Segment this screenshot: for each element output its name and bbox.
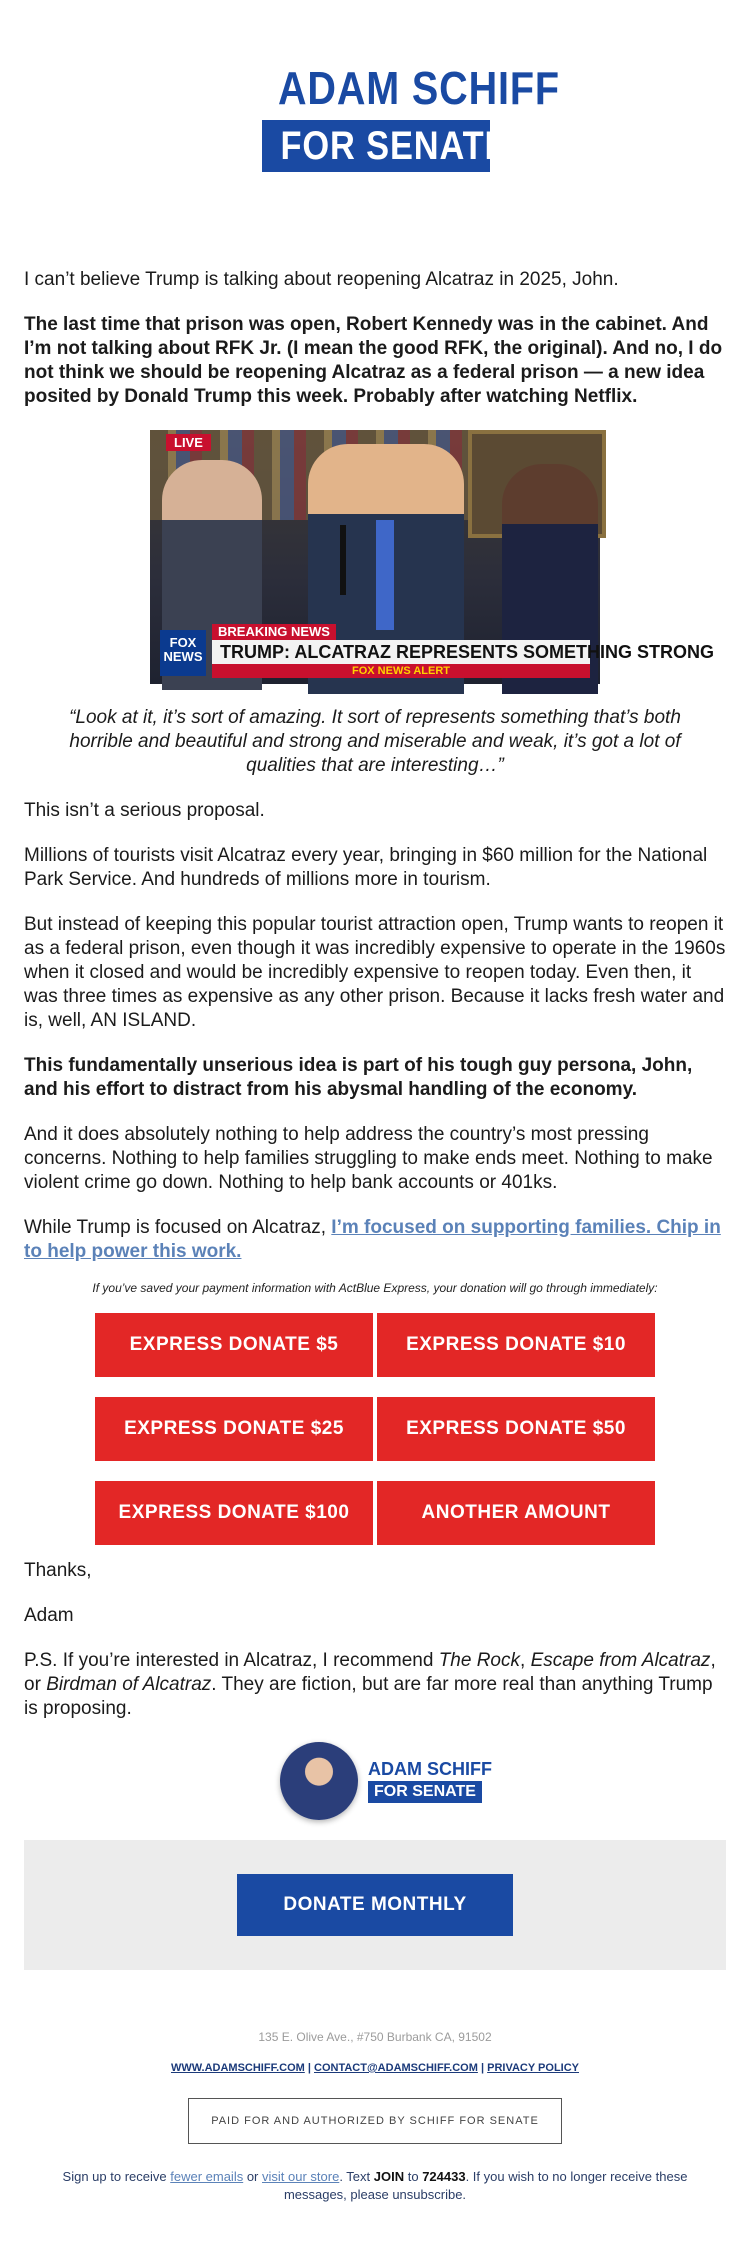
fox-news-logo: FOX NEWS (160, 630, 206, 676)
breaking-news-label: BREAKING NEWS (212, 624, 336, 640)
footer (0, 2030, 750, 2204)
chip-in-link[interactable]: I’m focused on supporting families. Chip in to help power this work. (24, 1217, 721, 1262)
express-donate-10-button[interactable]: EXPRESS DONATE $10 (377, 1313, 655, 1377)
news-chyron (160, 624, 714, 678)
small-campaign-logo (368, 1759, 492, 1803)
live-badge: LIVE (166, 434, 211, 451)
logo-subtitle: FOR SENATE (280, 124, 509, 168)
express-donate-5-button[interactable]: EXPRESS DONATE $5 (95, 1313, 373, 1377)
another-amount-button[interactable]: ANOTHER AMOUNT (377, 1481, 655, 1545)
chyron-headline: TRUMP: ALCATRAZ REPRESENTS SOMETHING STRONG (212, 640, 590, 664)
website-link[interactable]: WWW.ADAMSCHIFF.COM (170, 2062, 305, 2074)
fox-news-alert: FOX NEWS ALERT (212, 664, 590, 678)
donate-button-grid (95, 1313, 655, 1545)
signature-name: Adam (24, 1605, 74, 1626)
small-logo-subtitle: FOR SENATE (368, 1781, 482, 1803)
logo-name: ADAM SCHIFF (277, 62, 560, 114)
thanks-text: Thanks, (24, 1560, 92, 1581)
express-donate-100-button[interactable]: EXPRESS DONATE $100 (95, 1481, 373, 1545)
footer-address: 135 E. Olive Ave., #750 Burbank CA, 91502 (258, 2030, 492, 2044)
small-logo-name: ADAM SCHIFF (368, 1759, 492, 1779)
ps-paragraph: P.S. If you’re interested in Alcatraz, I recommend The Rock, Escape from Alcatraz, or Birdman of Alcatraz. They are fiction, but are far more real than anything Trump is proposing. (24, 1650, 716, 1719)
donate-monthly-button[interactable]: DONATE MONTHLY (237, 1874, 513, 1936)
fewer-emails-link[interactable]: fewer emails (170, 2169, 244, 2184)
paid-for-box: PAID FOR AND AUTHORIZED BY SCHIFF FOR SENATE (188, 2098, 562, 2144)
trump-quote: “Look at it, it’s sort of amazing. It sort of represents something that’s both horrible and beautiful and strong and miserable and weak, it’s got a lot of qualities that are interesting…” (69, 707, 681, 776)
microphone (340, 525, 346, 595)
signup-text: Sign up to receive fewer emails or visit our store. Text JOIN to 724433. If you wish to no longer receive these messages, please unsubscribe. (62, 2169, 688, 2202)
actblue-disclaimer: If you’ve saved your payment information with ActBlue Express, your donation will go through immediately: (92, 1281, 658, 1295)
unserious-paragraph: This fundamentally unserious idea is part of his tough guy persona, John, and his effort to distract from his abysmal handling of the economy. (24, 1055, 693, 1100)
logo-subtitle-box (262, 120, 509, 172)
instead-paragraph: But instead of keeping this popular tourist attraction open, Trump wants to reopen it as a federal prison, even though it was incredibly expensive to operate in the 1960s when it closed and would be incredibly expensive to reopen today. Even then, it was three times as expensive as any other prison. Because it lacks fresh water and is, well, AN ISLAND. (24, 914, 726, 1031)
express-donate-25-button[interactable]: EXPRESS DONATE $25 (95, 1397, 373, 1461)
privacy-policy-link[interactable]: PRIVACY POLICY (487, 2062, 579, 2074)
contact-email-link[interactable]: CONTACT@ADAMSCHIFF.COM (314, 2062, 478, 2074)
while-paragraph: While Trump is focused on Alcatraz, I’m focused on supporting families. Chip in to help power this work. (24, 1217, 721, 1262)
header-logo (262, 62, 560, 172)
intro-paragraph: I can’t believe Trump is talking about reopening Alcatraz in 2025, John. (24, 269, 619, 290)
nothing-paragraph: And it does absolutely nothing to help address the country’s most pressing concerns. Nothing to help families struggling to make ends meet. Nothing to make violent crime go down. Nothing to help bank accounts or 401ks. (24, 1124, 713, 1193)
serious-paragraph: This isn’t a serious proposal. (24, 800, 265, 821)
tourists-paragraph: Millions of tourists visit Alcatraz every year, bringing in $60 million for the National Park Service. And hundreds of millions more in tourism. (24, 845, 708, 890)
visit-store-link[interactable]: visit our store (262, 2169, 340, 2184)
avatar (280, 1742, 358, 1820)
monthly-donate-panel (24, 1840, 726, 1970)
bold-intro-paragraph: The last time that prison was open, Robert Kennedy was in the cabinet. And I’m not talking about RFK Jr. (I mean the good RFK, the original). And no, I do not think we should be reopening Alcatraz as a federal prison — a new idea posited by Donald Trump this week. Probably after watching Netflix. (24, 314, 723, 407)
news-screenshot-image (150, 430, 714, 684)
blue-tie (376, 520, 394, 630)
express-donate-50-button[interactable]: EXPRESS DONATE $50 (377, 1397, 655, 1461)
signature-logo (280, 1742, 492, 1820)
footer-links: WWW.ADAMSCHIFF.COM | CONTACT@ADAMSCHIFF.COM | PRIVACY POLICY (170, 2062, 579, 2074)
email-body (24, 268, 726, 1970)
